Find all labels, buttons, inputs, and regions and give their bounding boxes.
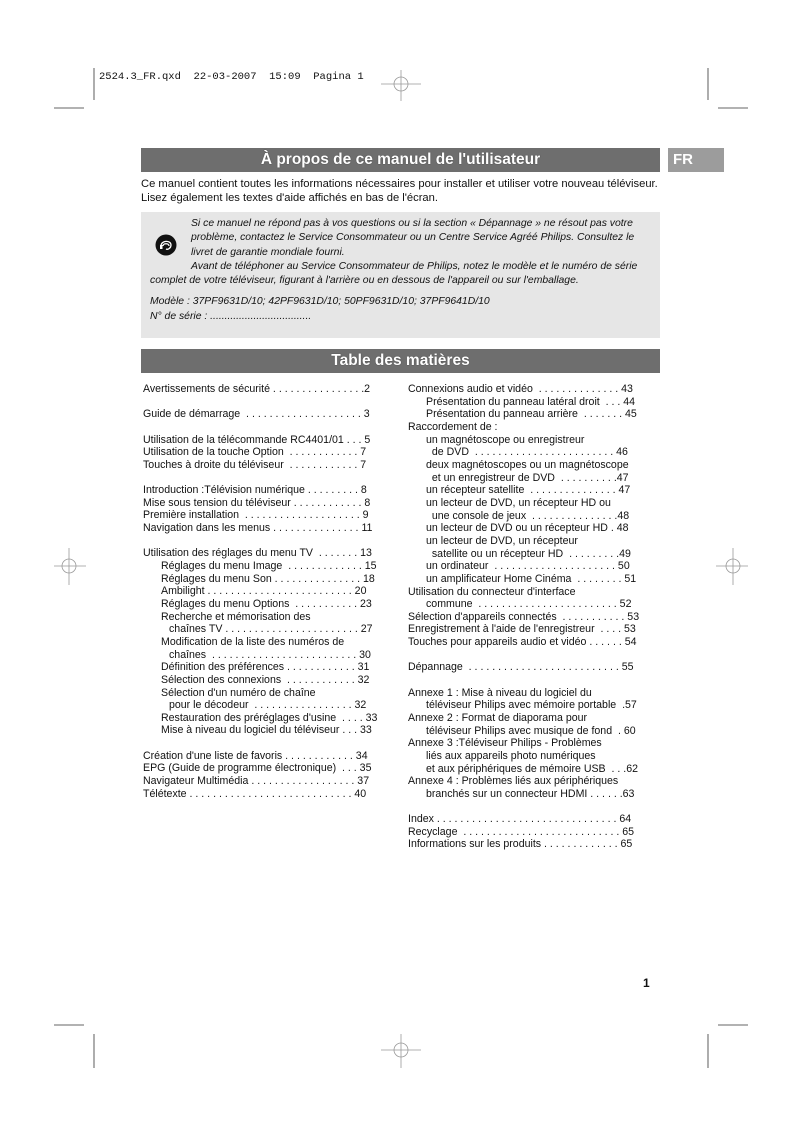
- toc-entry: un lecteur de DVD ou un récepteur HD . 48: [426, 522, 629, 535]
- file-slug: 2524.3_FR.qxd 22-03-2007 15:09 Pagina 1: [99, 71, 364, 83]
- toc-entry: Dépannage . . . . . . . . . . . . . . . . . . . . . . . . . . 55: [408, 661, 634, 674]
- toc-entry: Mise à niveau du logiciel du téléviseur . . . 33: [161, 724, 372, 737]
- toc-entry: un lecteur de DVD, un récepteur HD ou: [426, 496, 611, 509]
- toc-entry: Navigation dans les menus . . . . . . . . . . . . . . . 11: [143, 522, 373, 535]
- toc-entry: Connexions audio et vidéo . . . . . . . . . . . . . . 43: [408, 383, 633, 395]
- toc-entry: Présentation du panneau arrière . . . . . . . 45: [426, 408, 637, 421]
- toc-entry: un magnétoscope ou enregistreur: [426, 433, 585, 446]
- toc-entry: pour le décodeur . . . . . . . . . . . . . . . . . 32: [169, 699, 367, 712]
- toc-entry: Mise sous tension du téléviseur . . . . . . . . . . . . 8: [143, 496, 371, 509]
- toc-entry: Définition des préférences . . . . . . . . . . . . 31: [161, 661, 370, 674]
- toc-left-column: [143, 383, 393, 800]
- toc-entry: Informations sur les produits . . . . . . . . . . . . . 65: [408, 838, 633, 851]
- toc-entry: Recyclage . . . . . . . . . . . . . . . . . . . . . . . . . . . 65: [408, 825, 635, 838]
- info-box: [141, 212, 660, 338]
- toc-entry: chaînes TV . . . . . . . . . . . . . . . . . . . . . . . 27: [169, 623, 373, 636]
- toc-entry: Présentation du panneau latéral droit . . . 44: [426, 395, 636, 408]
- toc-entry: un amplificateur Home Cinéma . . . . . . . . 51: [426, 572, 637, 585]
- toc-entry: chaînes . . . . . . . . . . . . . . . . . . . . . . . . . 30: [169, 648, 371, 661]
- toc-entry: un ordinateur . . . . . . . . . . . . . . . . . . . . . 50: [426, 560, 630, 573]
- toc-entry: EPG (Guide de programme électronique) . . . 35: [143, 762, 372, 775]
- toc-entry: branchés sur un connecteur HDMI . . . . . .63: [426, 787, 635, 800]
- toc-entry: et aux périphériques de mémoire USB . . .62: [426, 762, 638, 775]
- toc-entry: commune . . . . . . . . . . . . . . . . . . . . . . . . 52: [426, 598, 632, 611]
- toc-entry: Touches à droite du téléviseur . . . . . . . . . . . . 7: [143, 458, 367, 471]
- toc-entry: Télétexte . . . . . . . . . . . . . . . . . . . . . . . . . . . . 40: [143, 787, 367, 800]
- toc-entry: Annexe 1 : Mise à niveau du logiciel du: [408, 686, 592, 699]
- toc-entry: de DVD . . . . . . . . . . . . . . . . . . . . . . . . 46: [426, 446, 628, 459]
- toc-entry: Avertissements de sécurité . . . . . . . . . . . . . . . .2: [143, 383, 371, 395]
- toc-entry: Sélection d'appareils connectés . . . . . . . . . . . 53: [408, 610, 640, 623]
- toc-entry: satellite ou un récepteur HD . . . . . . . . .49: [426, 547, 631, 560]
- toc-entry: Sélection des connexions . . . . . . . . . . . . 32: [161, 673, 370, 686]
- toc-entry: Restauration des préréglages d'usine . . . . 33: [161, 711, 378, 724]
- toc-entry: Raccordement de :: [408, 420, 498, 433]
- info-text-2: Avant de téléphoner au Service Consommateur de Philips, notez le modèle et le numéro de série complet de votre téléviseur, figurant à l'arrière ou en dessous de l'appareil ou sur l'emballage.: [150, 261, 638, 287]
- section-title-about: À propos de ce manuel de l'utilisateur: [141, 148, 660, 172]
- toc-entry: Navigateur Multimédia . . . . . . . . . . . . . . . . . . 37: [143, 775, 370, 788]
- toc-entry: un lecteur de DVD, un récepteur: [426, 534, 578, 547]
- toc-entry: Utilisation de la touche Option . . . . . . . . . . . . 7: [143, 446, 367, 459]
- toc-entry: téléviseur Philips avec musique de fond . 60: [426, 724, 636, 737]
- toc-entry: Touches pour appareils audio et vidéo . . . . . . 54: [408, 636, 637, 649]
- toc-entry: liés aux appareils photo numériques: [426, 749, 596, 762]
- page-number: 1: [643, 976, 650, 990]
- toc-right-column: [408, 383, 658, 851]
- toc-entry: téléviseur Philips avec mémoire portable .57: [426, 699, 637, 712]
- toc-entry: Réglages du menu Options . . . . . . . . . . . 23: [161, 597, 372, 610]
- toc-entry: Utilisation des réglages du menu TV . . . . . . . 13: [143, 547, 372, 560]
- toc-entry: Première installation . . . . . . . . . . . . . . . . . . . . 9: [143, 509, 369, 522]
- toc-entry: Réglages du menu Son . . . . . . . . . . . . . . . 18: [161, 572, 375, 585]
- toc-entry: Sélection d'un numéro de chaîne: [161, 686, 316, 699]
- toc-entry: Création d'une liste de favoris . . . . . . . . . . . . 34: [143, 749, 368, 762]
- toc-entry: Guide de démarrage . . . . . . . . . . . . . . . . . . . . 3: [143, 408, 370, 421]
- intro-paragraph: Ce manuel contient toutes les informations nécessaires pour installer et utiliser votre nouveau téléviseur. Lisez également les textes d'aide affichés en bas de l'écran.: [141, 178, 658, 204]
- info-text-1: Si ce manuel ne répond pas à vos questions ou si la section « Dépannage » ne résout pas votre problème, contactez le Service Consommateur ou un Centre Service Agréé Philips. Consultez le livret de garantie mondiale fourni.: [191, 218, 635, 258]
- toc-entry: un récepteur satellite . . . . . . . . . . . . . . . 47: [426, 484, 631, 497]
- toc-entry: Enregistrement à l'aide de l'enregistreur . . . . 53: [408, 623, 636, 636]
- toc-entry: Index . . . . . . . . . . . . . . . . . . . . . . . . . . . . . . . 64: [408, 813, 632, 826]
- toc-entry: Utilisation du connecteur d'interface: [408, 585, 576, 598]
- toc-entry: Introduction :Télévision numérique . . . . . . . . . 8: [143, 484, 367, 497]
- model-numbers: Modèle : 37PF9631D/10; 42PF9631D/10; 50PF9631D/10; 37PF9641D/10: [150, 296, 490, 307]
- toc-entry: et un enregistreur de DVD . . . . . . . . . .47: [426, 471, 629, 484]
- toc-entry: Ambilight . . . . . . . . . . . . . . . . . . . . . . . . . 20: [161, 585, 367, 598]
- toc-entry: Modification de la liste des numéros de: [161, 635, 345, 648]
- toc-entry: Réglages du menu Image . . . . . . . . . . . . . 15: [161, 559, 377, 572]
- toc-entry: Annexe 3 :Téléviseur Philips - Problèmes: [408, 737, 602, 750]
- toc-entry: deux magnétoscopes ou un magnétoscope: [426, 458, 629, 471]
- serial-number: N° de série : ...................................: [150, 311, 312, 322]
- language-tab: FR: [668, 148, 724, 172]
- toc-entry: Annexe 4 : Problèmes liés aux périphériques: [408, 775, 619, 788]
- toc-entry: Recherche et mémorisation des: [161, 610, 311, 623]
- help-headset-icon: [155, 234, 177, 256]
- toc-entry: Utilisation de la télécommande RC4401/01 . . . 5: [143, 433, 371, 446]
- toc-entry: Annexe 2 : Format de diaporama pour: [408, 711, 588, 724]
- toc-entry: une console de jeux . . . . . . . . . . . . . . .48: [426, 509, 630, 522]
- section-title-toc: Table des matières: [141, 349, 660, 373]
